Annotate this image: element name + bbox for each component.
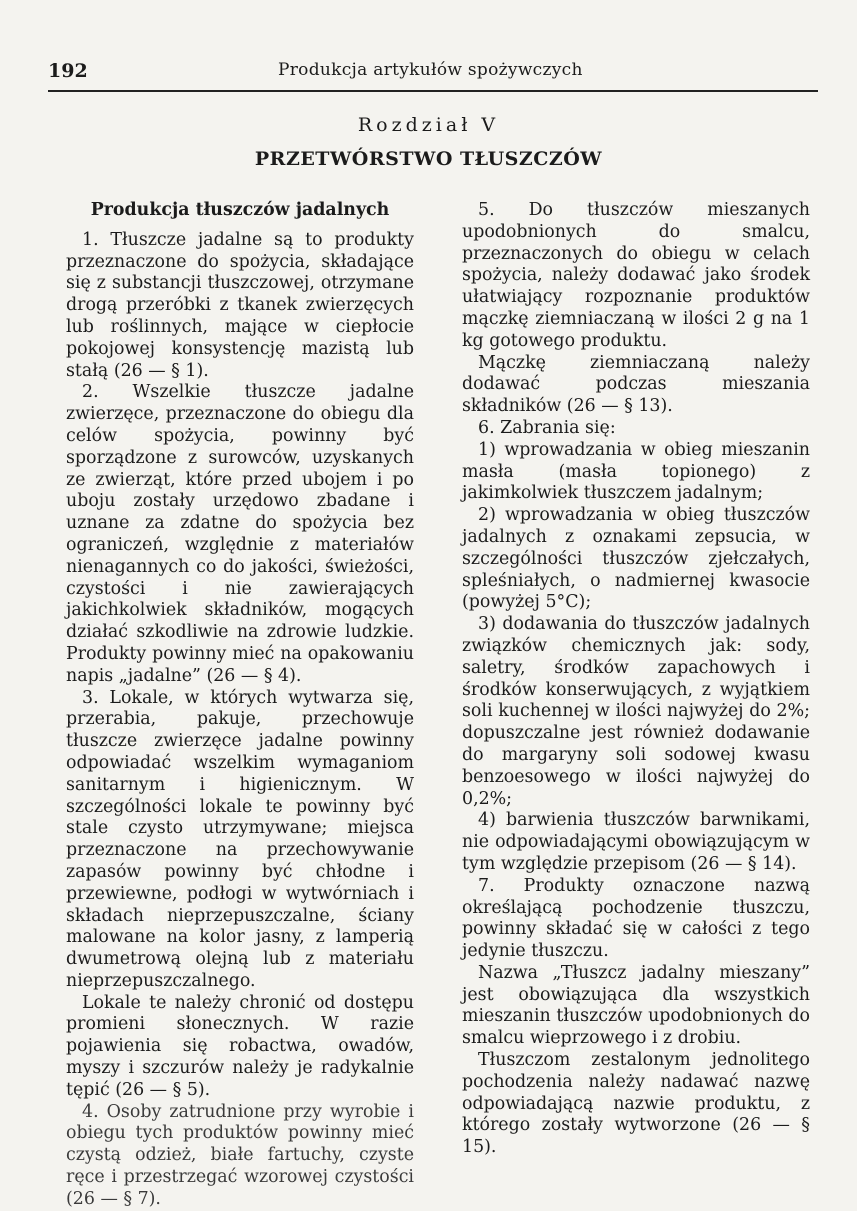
- list-item-6-1: 1) wprowadzania w obieg mieszanin masła (masła topionego) z jakimkolwiek tłuszczem jadalnym;: [462, 439, 810, 504]
- paragraph-7-cont-1: Nazwa „Tłuszcz jadalny mieszany” jest obowiązująca dla wszystkich mieszanin tłuszczów upodobnionych do smalcu wieprzowego i z drobiu.: [462, 962, 810, 1049]
- running-head: [48, 60, 818, 92]
- right-column: [462, 200, 810, 1159]
- paragraph-4: 4. Osoby zatrudnione przy wyrobie i obiegu tych produktów powinny mieć czystą odzież, białe fartuchy, czyste ręce i przestrzegać wzorowej czystości (26 — § 7).: [66, 1101, 414, 1209]
- paragraph-1: 1. Tłuszcze jadalne są to produkty przeznaczone do spożycia, składające się z substancji tłuszczowej, otrzymane drogą przeróbki z tkanek zwierzęcych lub roślinnych, mające w ciepłocie pokojowej konsystencję mazistą lub stałą (26 — § 1).: [66, 229, 414, 381]
- paragraph-2: 2. Wszelkie tłuszcze jadalne zwierzęce, przeznaczone do obiegu dla celów spożycia, powinny być sporządzone z surowców, uzyskanych ze zwierząt, które przed ubojem i po uboju zostały urzędowo zbadane i uznane za zdatne do spożycia bez ograniczeń, względnie z materiałów nienagannych co do jakości, świeżości, czystości i nie zawierających jakichkolwiek składników, mogących działać szkodliwie na zdrowie ludzkie. Produkty powinny mieć na opakowaniu napis „jadalne” (26 — § 4).: [66, 382, 414, 686]
- chapter-title: PRZETWÓRSTWO TŁUSZCZÓW: [254, 148, 603, 170]
- chapter-label: Rozdział V: [357, 114, 500, 136]
- paragraph-5: 5. Do tłuszczów mieszanych upodobnionych do smalcu, przeznaczonych do obiegu w celach spożycia, należy dodawać jako środek ułatwiający rozpoznanie produktów mączkę ziemniaczaną w ilości 2 g na 1 kg gotowego produktu.: [462, 200, 810, 351]
- left-column: [66, 200, 414, 1211]
- paragraph-6: 6. Zabrania się:: [478, 417, 616, 438]
- paragraph-7-cont-2: Tłuszczom zestalonym jednolitego pochodzenia należy nadawać nazwę odpowiadającą nazwie produktu, z którego zostały wytworzone (26 — § 15).: [462, 1050, 810, 1158]
- paragraph-7: 7. Produkty oznaczone nazwą określającą pochodzenie tłuszczu, powinny składać się w całości z tego jedynie tłuszczu.: [462, 875, 810, 962]
- paragraph-3-cont: Lokale te należy chronić od dostępu promieni słonecznych. W razie pojawienia się robactwa, owadów, myszy i szczurów należy je radykalnie tępić (26 — § 5).: [66, 992, 414, 1100]
- paragraph-5-cont: Mączkę ziemniaczaną należy dodawać podczas mieszania składników (26 — § 13).: [462, 352, 810, 417]
- list-item-6-3: 3) dodawania do tłuszczów jadalnych związków chemicznych jak: sody, saletry, środków zapachowych i środków konserwujących, z wyjątkiem soli kuchennej w ilości najwyżej do 2%; dopuszczalne jest również dodawanie do margaryny soli sodowej kwasu benzoesowego w ilości najwyżej do 0,2%;: [462, 614, 810, 809]
- section-heading: Produkcja tłuszczów jadalnych: [90, 200, 390, 220]
- page-number: 192: [48, 60, 88, 82]
- list-item-6-2: 2) wprowadzania w obieg tłuszczów jadalnych z oznakami zepsucia, w szczególności tłuszczów zjełczałych, spleśniałych, o nadmiernej kwasocie (powyżej 5°C);: [462, 505, 810, 613]
- running-title: Produkcja artykułów spożywczych: [278, 60, 583, 80]
- list-item-6-4: 4) barwienia tłuszczów barwnikami, nie odpowiadającymi obowiązującym w tym względzie przepisom (26 — § 14).: [462, 810, 810, 874]
- paragraph-3: 3. Lokale, w których wytwarza się, przerabia, pakuje, przechowuje tłuszcze zwierzęce jadalne powinny odpowiadać wszelkim wymaganiom sanitarnym i higienicznym. W szczególności lokale te powinny być stale czysto utrzymywane; miejsca przeznaczone na przechowywanie zapasów powinny być chłodne i przewiewne, podłogi w wytwórniach i składach nieprzepuszczalne, ściany malowane na kolor jasny, z lamperią dwumetrową olejną lub z materiału nieprzepuszczalnego.: [66, 687, 414, 991]
